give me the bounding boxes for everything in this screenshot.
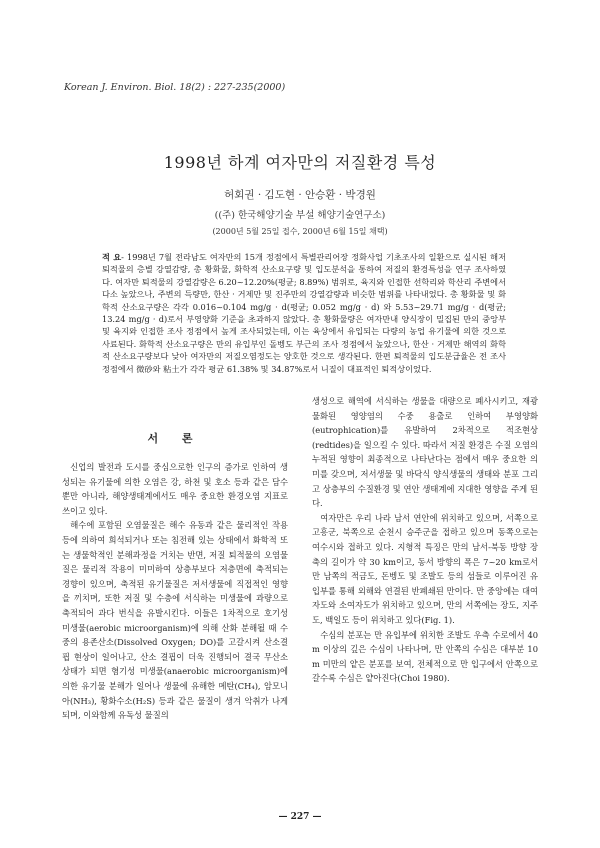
abstract-label: 적 요 [102, 252, 122, 262]
body-column-right [312, 394, 538, 686]
paragraph: 수심의 분포는 만 유입부에 위치한 조발도 우측 수로에서 40 m 이상의 깊은 수심이 나타나며, 만 안쪽의 수심은 대부분 10 m 미만의 얕은 분포를 보여, 전체적으로 만 입구에서 안쪽으로 갈수록 수심은 얕아진다(Choi 1980). [312, 629, 538, 684]
abstract-text: - 1998년 7월 전라남도 여자만의 15개 정점에서 특별관리어장 정화사업 기초조사의 일환으로 실시된 해저 퇴적물의 층별 강열감량, 총 황화물, 화학적 산소요구량 및 입도분석을 통하여 저질의 환경특성을 연구 조사하였다. 여자만 퇴적물의 강열감량은 6.20~12.20%(평균; 8.89%) 범위로, 육지와 인접한 선학리와 학산리 주변에서 다소 높았으나, 주변의 득량만, 한산 · 거제만 및 진주만의 강열감량과 비슷한 범위를 나타내었다. 총 황화물 및 화학적 산소요구량은 각각 0.016~0.104 mg/g · d(평균; 0.052 mg/g · d) 와 5.53~29.71 mg/g · d(평균; 13.24 mg/g · d)로서 부영양화 기준을 초과하지 않았다. 총 황화물량은 여자만내 양식장이 밀집된 만의 중앙부 및 육지와 인접한 조사 정점에서 높게 조사되었는데, 이는 육상에서 유입되는 다량의 농업 유기물에 의한 것으로 사료된다. 화학적 산소요구량은 만의 유입부인 돌벵도 부근의 조사 정점에서 높았으나, 한산 · 거제만 해역의 화학적 산소요구량보다 낮아 여자만의 저질오염정도는 양호한 것으로 생각된다. 한편 퇴적물의 입도분급율은 전 조사정점에서 微砂와 粘土가 각각 평균 61.38% 및 34.87%로서 니질이 대표적인 퇴적상이었다. [102, 252, 507, 374]
submission-dates: (2000년 5월 25일 접수, 2000년 6월 15일 채택) [212, 227, 388, 236]
paragraph: 신업의 발전과 도시를 중심으로한 인구의 증가로 인하여 생성되는 유기물에 의한 오염은 강, 하천 및 호소 등과 같은 담수 뿐만 아니라, 해양생태계에서도 매우 중요한 환경오염 지표로 쓰이고 있다. [62, 462, 288, 516]
paragraph: 여자만은 우리 나라 남서 연안에 위치하고 있으며, 서쪽으로 고흥군, 북쪽으로 순천시 승주군을 접하고 있으며 동쪽으로는 여수시와 접하고 있다. 지형적 특징은 만의 남서-북동 방향 장축의 길이가 약 30 km이고, 동서 방향의 폭은 7~20 km로서 만 남쪽의 적금도, 돈벵도 및 조발도 등의 섬들로 이루어진 유입부를 통해 외해와 연결된 반폐쇄된 만이다. 만 중앙에는 대여자도와 소여자도가 위치하고 있으며, 만의 서쪽에는 장도, 지주도, 백일도 등이 위치하고 있다(Fig. 1). [312, 512, 538, 625]
journal-citation: Korean J. Environ. Biol. 18(2) : 227-235(2000) [64, 82, 286, 93]
paragraph: 해수에 포함된 오염물질은 해수 유동과 같은 물리적인 작용 등에 의하여 희석되거나 또는 침전해 있는 상태에서 화학적 또는 생물학적인 분해과정을 거치는 반면, 저질 퇴적물의 오염물질은 물리적 작용이 미미하여 상층부보다 저층면에 축적되는 경향이 있으며, 축적된 유기물질은 저서생물에 직접적인 영향을 끼치며, 또한 저질 및 수층에 서식하는 미생물에 과량으로 축적되어 과다 번식을 유발시킨다. 이들은 1차적으로 호기성 미생물(aerobic microorganism)에 의해 산화 분해될 때 수중의 용존산소(Dissolved Oxygen; DO)를 고갈시켜 산소결핍 현상이 일어나고, 산소 결핍이 더욱 진행되어 결국 무산소 상태가 되면 혐기성 미생물(anaerobic microorganism)에 의한 유기물 분해가 일어나 생물에 유해한 메탄(CH₄), 암모니아(NH₃), 황화수소(H₂S) 등과 같은 물질이 생겨 악취가 나게 되며, 이와함께 유독성 물질의 [62, 520, 288, 721]
author-affiliation: ((주) 한국해양기술 부설 해양기술연구소) [214, 210, 386, 221]
section-heading-introduction: 서 론 [147, 432, 203, 445]
body-column-left [62, 460, 288, 723]
article-title: 1998년 하계 여자만의 저질환경 특성 [163, 153, 437, 172]
page-number: — 227 — [278, 812, 322, 822]
paragraph: 생성으로 해역에 서식하는 생물을 대량으로 폐사시키고, 재광물화된 영양염의 수중 용출로 인하여 부영양화(eutrophication)를 유발하여 2차적으로 적조현상(redtides)을 일으킬 수 있다. 따라서 저질 환경은 수질 오염의 누적된 영향이 최종적으로 나타난다는 점에서 매우 중요한 의미를 갖으며, 저서생물 및 바닥식 양식생물의 생태와 분포 그리고 상층부의 수질환경 및 연안 생태계에 지대한 영향을 주게 된다. [312, 396, 538, 509]
author-list: 허회권 · 김도현 · 안승환 · 박경원 [224, 189, 376, 201]
abstract [102, 251, 506, 375]
